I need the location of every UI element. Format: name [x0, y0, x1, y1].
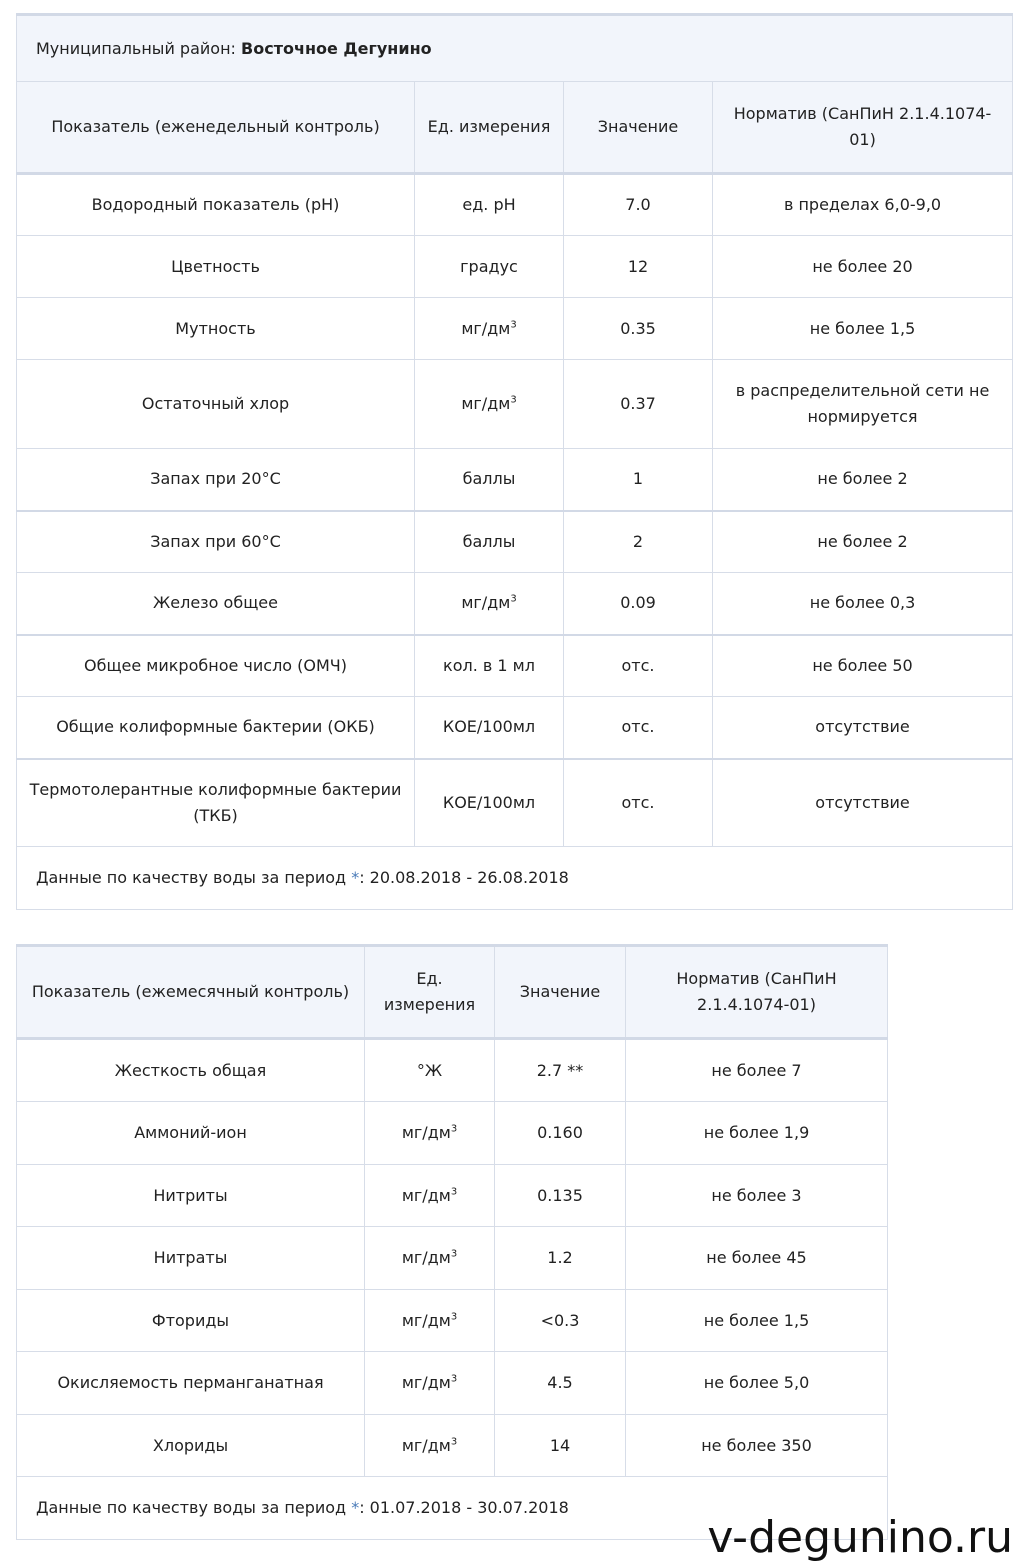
unit-text: мг/дм — [401, 1310, 451, 1330]
district-label: Муниципальный район: — [36, 38, 242, 58]
unit-superscript: 3 — [450, 1186, 458, 1198]
indicator-cell: Водородный показатель (pH) — [17, 174, 415, 236]
header-value: Значение — [495, 946, 626, 1039]
table-row — [17, 635, 1013, 697]
indicator-cell: Железо общее — [17, 573, 415, 635]
table-row — [17, 360, 1013, 449]
weekly-quality-table — [16, 13, 1013, 910]
value-cell: <0.3 — [495, 1290, 626, 1352]
district-cell — [17, 15, 1013, 82]
table-row — [17, 449, 1013, 511]
period-dates: : 01.07.2018 - 30.07.2018 — [359, 1498, 569, 1517]
norm-cell: не более 45 — [626, 1227, 888, 1290]
unit-cell — [365, 1352, 495, 1415]
unit-cell — [365, 1165, 495, 1227]
district-row — [17, 15, 1013, 82]
indicator-cell: Общие колиформные бактерии (ОКБ) — [17, 697, 415, 759]
period-label: Данные по качеству воды за период — [36, 1498, 352, 1517]
unit-superscript: 3 — [510, 593, 517, 605]
unit-cell: градус — [415, 236, 564, 298]
norm-cell: отсутствие — [713, 697, 1013, 759]
table-row — [17, 298, 1013, 360]
norm-cell: не более 1,5 — [713, 298, 1013, 360]
value-cell: отс. — [564, 759, 713, 847]
value-cell: 0.160 — [495, 1102, 626, 1165]
norm-cell: не более 50 — [713, 635, 1013, 697]
header-unit: Ед. измерения — [365, 946, 495, 1039]
table-row — [17, 1227, 888, 1290]
norm-cell: не более 2 — [713, 511, 1013, 573]
weekly-header-row — [17, 82, 1013, 174]
value-cell: 14 — [495, 1415, 626, 1477]
unit-cell: кол. в 1 мл — [415, 635, 564, 697]
table-row — [17, 1290, 888, 1352]
indicator-cell: Запах при 60°С — [17, 511, 415, 573]
indicator-cell: Фториды — [17, 1290, 365, 1352]
indicator-cell: Цветность — [17, 236, 415, 298]
indicator-cell: Окисляемость перманганатная — [17, 1352, 365, 1415]
indicator-cell: Мутность — [17, 298, 415, 360]
monthly-quality-table — [16, 944, 888, 1540]
norm-cell: не более 0,3 — [713, 573, 1013, 635]
unit-superscript: 3 — [450, 1123, 458, 1135]
indicator-cell: Запах при 20°С — [17, 449, 415, 511]
unit-cell: °Ж — [365, 1039, 495, 1102]
norm-cell: не более 20 — [713, 236, 1013, 298]
unit-text: мг/дм — [401, 1373, 451, 1392]
unit-cell: баллы — [415, 449, 564, 511]
unit-superscript: 3 — [510, 394, 517, 406]
footnote-asterisk[interactable]: * — [351, 1498, 360, 1517]
value-cell: отс. — [564, 635, 713, 697]
header-norm: Норматив (СанПиН 2.1.4.1074-01) — [713, 82, 1013, 174]
unit-superscript: 3 — [450, 1373, 458, 1385]
table-row — [17, 697, 1013, 759]
value-cell: 12 — [564, 236, 713, 298]
norm-cell: не более 7 — [626, 1039, 888, 1102]
value-cell: 0.37 — [564, 360, 713, 449]
norm-cell: не более 3 — [626, 1165, 888, 1227]
value-cell: 0.135 — [495, 1165, 626, 1227]
unit-cell — [365, 1227, 495, 1290]
period-label: Данные по качеству воды за период — [36, 868, 352, 887]
table-row — [17, 1102, 888, 1165]
unit-cell: КОЕ/100мл — [415, 697, 564, 759]
unit-cell — [415, 360, 564, 449]
unit-text: мг/дм — [461, 394, 511, 413]
unit-superscript: 3 — [510, 319, 517, 331]
value-cell: 1 — [564, 449, 713, 511]
norm-cell: в распределительной сети не нормируется — [713, 360, 1013, 449]
table-row — [17, 1415, 888, 1477]
norm-cell: отсутствие — [713, 759, 1013, 847]
table-row — [17, 511, 1013, 573]
unit-text: мг/дм — [401, 1435, 451, 1455]
value-cell: 1.2 — [495, 1227, 626, 1290]
monthly-header-row — [17, 946, 888, 1039]
table-row — [17, 1165, 888, 1227]
indicator-cell: Общее микробное число (ОМЧ) — [17, 635, 415, 697]
indicator-cell: Хлориды — [17, 1415, 365, 1477]
district-name: Восточное Дегунино — [241, 38, 432, 58]
value-cell: 2 — [564, 511, 713, 573]
value-cell: 0.35 — [564, 298, 713, 360]
period-dates: : 20.08.2018 - 26.08.2018 — [359, 868, 569, 887]
indicator-cell: Нитраты — [17, 1227, 365, 1290]
unit-cell — [415, 298, 564, 360]
norm-cell: не более 5,0 — [626, 1352, 888, 1415]
unit-cell — [415, 573, 564, 635]
value-cell: отс. — [564, 697, 713, 759]
unit-superscript: 3 — [450, 1436, 458, 1448]
norm-cell: не более 1,5 — [626, 1290, 888, 1352]
table-row — [17, 1039, 888, 1102]
indicator-link[interactable]: Жесткость общая — [17, 1039, 365, 1102]
table-row — [17, 759, 1013, 847]
unit-text: мг/дм — [401, 1123, 451, 1142]
indicator-cell: Остаточный хлор — [17, 360, 415, 449]
unit-cell: баллы — [415, 511, 564, 573]
unit-superscript: 3 — [450, 1311, 458, 1323]
unit-text: мг/дм — [461, 318, 511, 338]
value-cell: 4.5 — [495, 1352, 626, 1415]
unit-text: мг/дм — [401, 1185, 451, 1205]
unit-text: мг/дм — [461, 593, 511, 613]
table-row — [17, 174, 1013, 236]
norm-cell: в пределах 6,0-9,0 — [713, 174, 1013, 236]
header-unit: Ед. измерения — [415, 82, 564, 174]
header-norm: Норматив (СанПиН 2.1.4.1074-01) — [626, 946, 888, 1039]
indicator-cell: Нитриты — [17, 1165, 365, 1227]
indicator-cell: Термотолерантные колиформные бактерии (ТКБ) — [17, 759, 415, 847]
value-link[interactable]: 2.7 ** — [495, 1039, 626, 1102]
table-row — [17, 573, 1013, 635]
norm-cell: не более 2 — [713, 449, 1013, 511]
header-value: Значение — [564, 82, 713, 174]
unit-text: мг/дм — [401, 1248, 451, 1267]
unit-superscript: 3 — [450, 1248, 458, 1260]
unit-cell — [365, 1102, 495, 1165]
unit-cell — [365, 1415, 495, 1477]
table-row — [17, 236, 1013, 298]
header-indicator: Показатель (еженедельный контроль) — [17, 82, 415, 174]
unit-cell: КОЕ/100мл — [415, 759, 564, 847]
table-row — [17, 1352, 888, 1415]
header-indicator: Показатель (ежемесячный контроль) — [17, 946, 365, 1039]
norm-cell: не более 1,9 — [626, 1102, 888, 1165]
unit-cell — [365, 1290, 495, 1352]
period-cell — [17, 847, 1013, 910]
unit-cell: ед. pH — [415, 174, 564, 236]
site-watermark: v-degunino.ru — [707, 1512, 1013, 1563]
norm-cell: не более 350 — [626, 1415, 888, 1477]
value-cell: 7.0 — [564, 174, 713, 236]
footnote-asterisk[interactable]: * — [351, 868, 360, 887]
indicator-cell: Аммоний-ион — [17, 1102, 365, 1165]
value-cell: 0.09 — [564, 573, 713, 635]
weekly-footer-row — [17, 847, 1013, 910]
